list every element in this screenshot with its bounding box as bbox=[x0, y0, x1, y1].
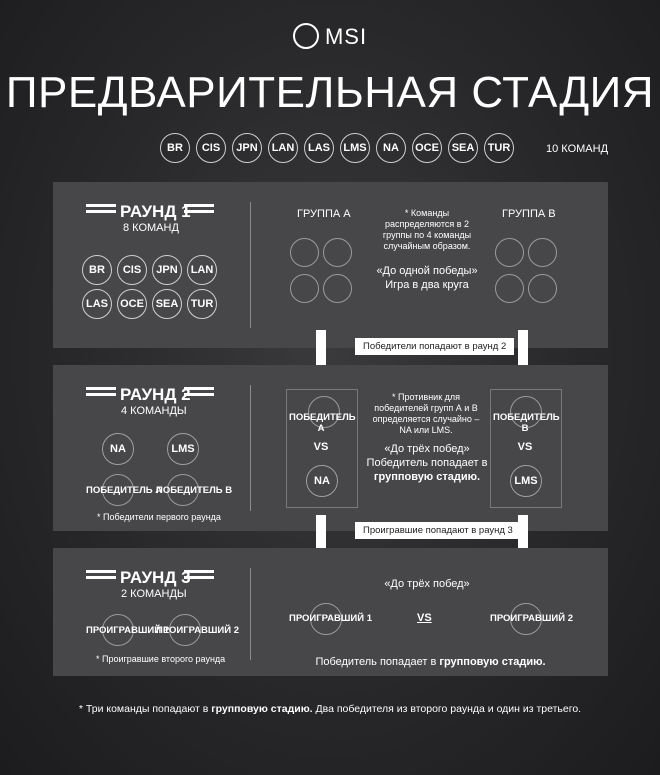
empty-slot bbox=[323, 238, 352, 267]
arrow2-label: Проигравшие попадают в раунд 3 bbox=[355, 522, 521, 539]
title-bars-icon bbox=[86, 570, 116, 579]
result-prefix: Победитель попадает в bbox=[315, 656, 437, 668]
round1-format-sub: Игра в два круга bbox=[385, 279, 469, 291]
round2-result-bold: групповую стадию. bbox=[373, 471, 481, 483]
round1-subtitle: 8 КОМАНД bbox=[123, 222, 179, 234]
divider bbox=[250, 385, 251, 511]
empty-slot bbox=[495, 238, 524, 267]
empty-slot bbox=[290, 238, 319, 267]
round1-panel bbox=[53, 182, 608, 348]
logo-text: MSI bbox=[324, 24, 368, 49]
vs-label: VS bbox=[517, 441, 533, 453]
title-bars-icon bbox=[86, 204, 116, 213]
loser2-label: ПРОИГРАВШИЙ 2 bbox=[156, 625, 239, 636]
team-chip: LAN bbox=[187, 255, 217, 285]
team-chip: LMS bbox=[340, 133, 370, 163]
vs-label: VS bbox=[313, 441, 329, 453]
arrow-down-icon bbox=[316, 330, 326, 366]
empty-slot bbox=[323, 274, 352, 303]
team-chip: TUR bbox=[187, 289, 217, 319]
team-chip: JPN bbox=[152, 255, 182, 285]
round3-format: «До трёх побед» bbox=[384, 578, 470, 590]
footer-bold: групповую стадию. bbox=[211, 703, 313, 715]
team-chip: SEA bbox=[448, 133, 478, 163]
divider bbox=[250, 568, 251, 660]
msi-logo bbox=[0, 24, 660, 51]
group-a-title: ГРУППА А bbox=[297, 208, 351, 220]
team-chip: JPN bbox=[232, 133, 262, 163]
winner-b-label: ПОБЕДИТЕЛЬ В bbox=[493, 412, 560, 434]
footer-note bbox=[0, 703, 660, 715]
team-chip: CIS bbox=[196, 133, 226, 163]
empty-slot bbox=[495, 274, 524, 303]
footer-suffix: Два победителя из второго раунда и один из третьего. bbox=[315, 703, 582, 715]
team-chip: CIS bbox=[117, 255, 147, 285]
round2-format: «До трёх побед» bbox=[384, 443, 470, 455]
team-chip: LAS bbox=[82, 289, 112, 319]
team-chip: LAS bbox=[304, 133, 334, 163]
title-bars-icon bbox=[184, 570, 214, 579]
round3-subtitle: 2 КОМАНДЫ bbox=[121, 588, 187, 600]
team-chip: BR bbox=[160, 133, 190, 163]
arrow-down-icon bbox=[518, 330, 528, 366]
divider bbox=[250, 202, 251, 328]
team-chip: NA bbox=[306, 465, 338, 497]
empty-slot bbox=[528, 274, 557, 303]
arrow1-label: Победители попадают в раунд 2 bbox=[355, 338, 514, 355]
round2-title: РАУНД 2 bbox=[120, 385, 191, 404]
round3-title: РАУНД 3 bbox=[120, 568, 191, 587]
round1-title: РАУНД 1 bbox=[120, 202, 191, 221]
round3-panel bbox=[53, 548, 608, 676]
loser1-label: ПРОИГРАВШИЙ 1 bbox=[289, 613, 372, 624]
team-chip: TUR bbox=[484, 133, 514, 163]
round1-note: * Команды распределяются в 2 группы по 4 команды случайным образом. bbox=[382, 208, 472, 251]
round3-footnote: * Проигравшие второго раунда bbox=[96, 654, 226, 664]
winner-a-label: ПОБЕДИТЕЛЬ А bbox=[289, 412, 356, 434]
winner-b-label: ПОБЕДИТЕЛЬ В bbox=[156, 485, 233, 496]
round3-result bbox=[253, 656, 608, 668]
msi-emblem-icon bbox=[293, 23, 319, 49]
vs-label: VS bbox=[417, 612, 432, 624]
result-bold: групповую стадию. bbox=[439, 656, 546, 668]
page-title: ПРЕДВАРИТЕЛЬНАЯ СТАДИЯ bbox=[5, 68, 655, 117]
team-chip: SEA bbox=[152, 289, 182, 319]
team-count: 10 КОМАНД bbox=[546, 143, 609, 155]
team-chip: BR bbox=[82, 255, 112, 285]
team-chip: OCE bbox=[117, 289, 147, 319]
team-chip: NA bbox=[102, 433, 134, 465]
round2-subtitle: 4 КОМАНДЫ bbox=[121, 405, 187, 417]
round1-format: «До одной победы» bbox=[376, 265, 478, 277]
team-chip: NA bbox=[376, 133, 406, 163]
title-bars-icon bbox=[184, 204, 214, 213]
winner-a-label: ПОБЕДИТЕЛЬ А bbox=[86, 485, 163, 496]
team-chip: LAN bbox=[268, 133, 298, 163]
loser1-label: ПРОИГРАВШИЙ 1 bbox=[86, 625, 169, 636]
title-bars-icon bbox=[86, 387, 116, 396]
title-bars-icon bbox=[184, 387, 214, 396]
empty-slot bbox=[290, 274, 319, 303]
empty-slot bbox=[528, 238, 557, 267]
round2-note: * Противник для победителей групп А и В определяется случайно – NA или LMS. bbox=[372, 392, 480, 435]
footer-prefix: * Три команды попадают в bbox=[78, 703, 209, 715]
team-chip: OCE bbox=[412, 133, 442, 163]
group-b-title: ГРУППА В bbox=[502, 208, 556, 220]
round2-result: Победитель попадает в bbox=[366, 457, 488, 469]
round2-panel bbox=[53, 365, 608, 531]
round2-footnote: * Победители первого раунда bbox=[97, 512, 221, 522]
team-chip: LMS bbox=[510, 465, 542, 497]
team-chip: LMS bbox=[167, 433, 199, 465]
loser2-label: ПРОИГРАВШИЙ 2 bbox=[490, 613, 573, 624]
